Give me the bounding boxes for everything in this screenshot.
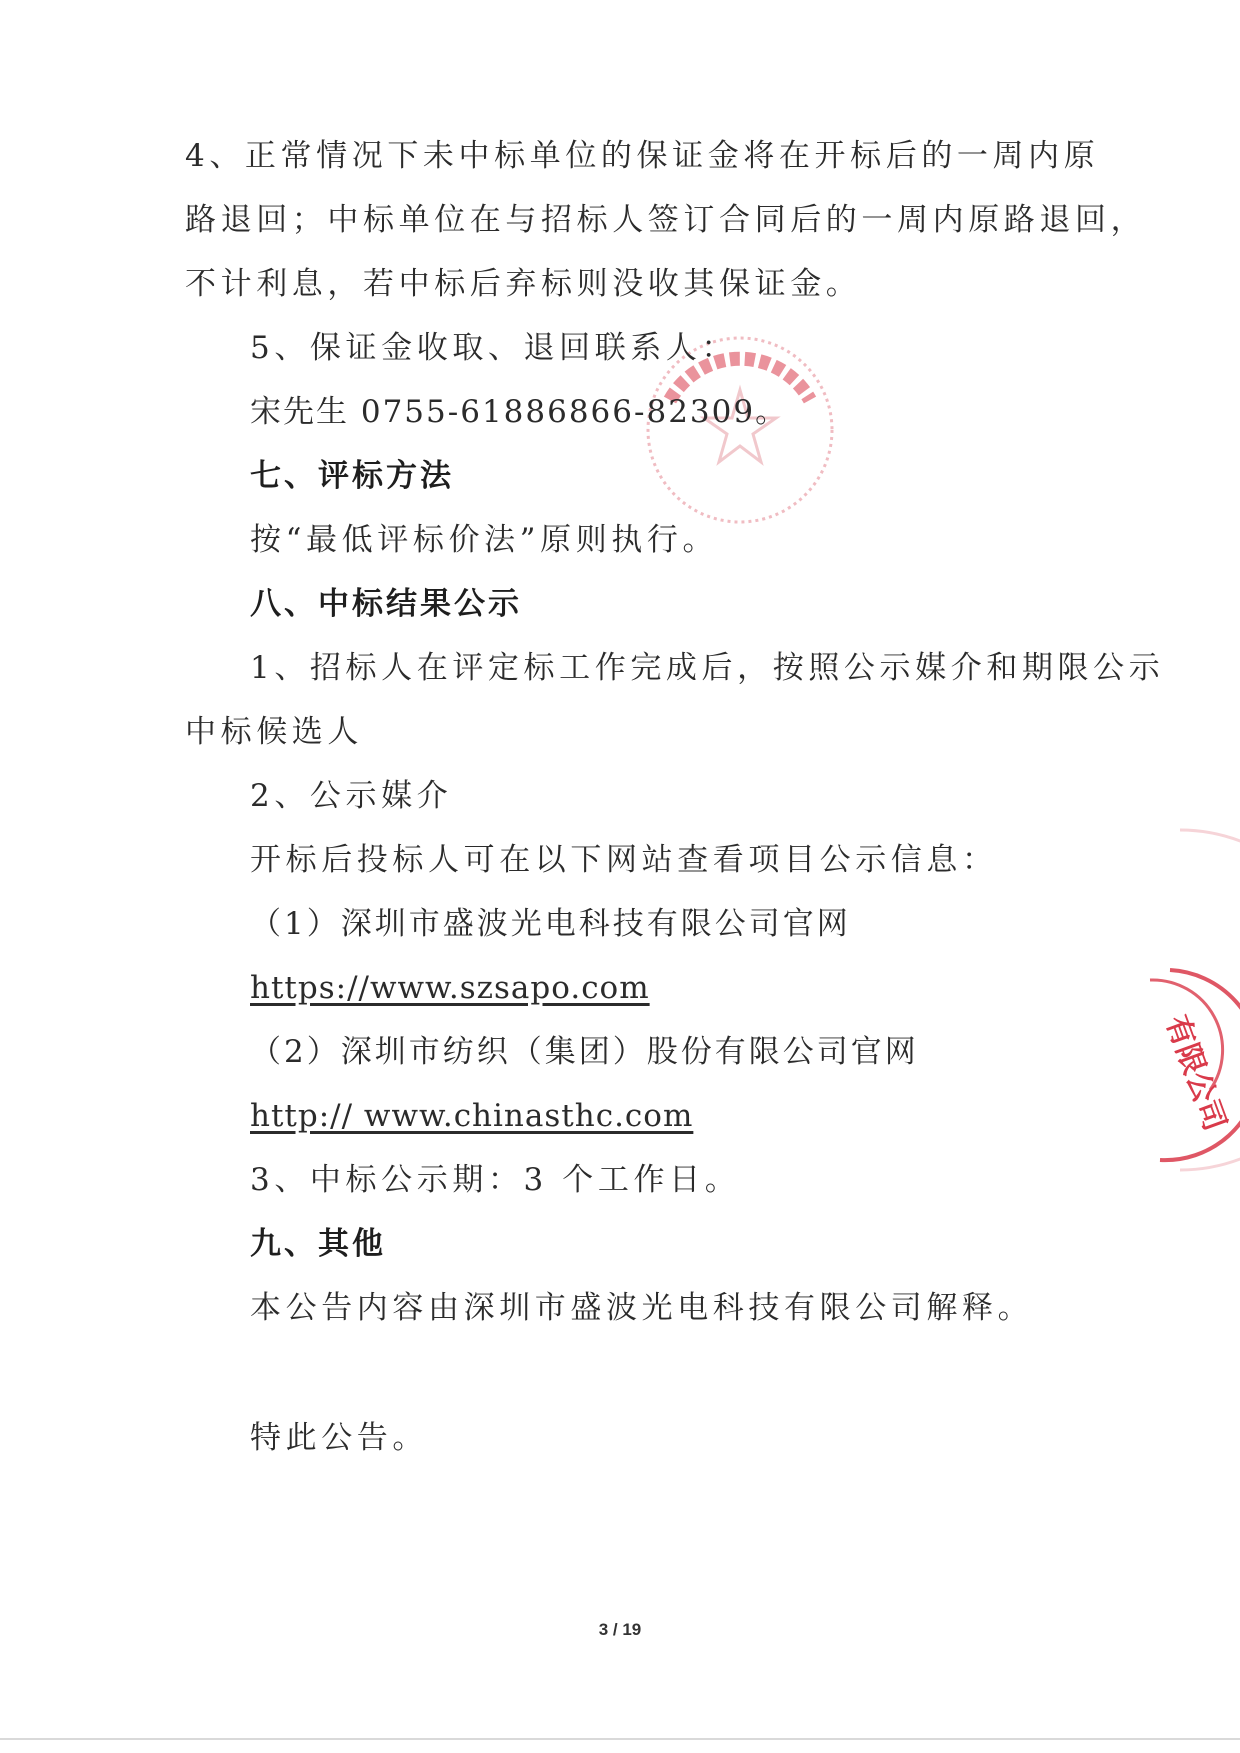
- site1-link[interactable]: https://www.szsapo.com: [250, 970, 650, 1006]
- paragraph-4-line3: 不计利息，若中标后弃标则没收其保证金。: [185, 266, 862, 302]
- seal-text: 有限公司: [1158, 1010, 1233, 1136]
- scan-edge: [0, 1738, 1240, 1740]
- section-7-body: 按“最低评标价法”原则执行。: [250, 522, 719, 558]
- paragraph-5: 5、保证金收取、退回联系人：: [250, 330, 738, 366]
- contact-line: 宋先生 0755-61886866-82309。: [250, 394, 789, 430]
- paragraph-4-line2: 路退回；中标单位在与招标人签订合同后的一周内原路退回，: [185, 202, 1147, 238]
- page-number: 3 / 19: [598, 1620, 642, 1639]
- site2-link[interactable]: http:// www.chinasthc.com: [250, 1098, 694, 1134]
- section-8-intro: 开标后投标人可在以下网站查看项目公示信息：: [250, 842, 998, 878]
- site1-name: （1）深圳市盛波光电科技有限公司官网: [250, 906, 851, 942]
- section-7-heading: 七、评标方法: [250, 458, 454, 494]
- section-8-item3: 3、中标公示期：3 个工作日。: [250, 1162, 741, 1198]
- section-9-body: 本公告内容由深圳市盛波光电科技有限公司解释。: [250, 1290, 1034, 1326]
- site2-name: （2）深圳市纺织（集团）股份有限公司官网: [250, 1034, 919, 1070]
- section-8-heading: 八、中标结果公示: [250, 586, 522, 622]
- section-8-item1-line1: 1、招标人在评定标工作完成后，按照公示媒介和期限公示: [250, 650, 1165, 686]
- section-8-item2: 2、公示媒介: [250, 778, 453, 814]
- company-seal-right: [1140, 820, 1240, 1180]
- section-8-item1-line2: 中标候选人: [185, 714, 363, 750]
- closing-text: 特此公告。: [250, 1420, 428, 1456]
- paragraph-4-line1: 4、正常情况下未中标单位的保证金将在开标后的一周内原: [185, 138, 1100, 174]
- section-9-heading: 九、其他: [250, 1226, 386, 1262]
